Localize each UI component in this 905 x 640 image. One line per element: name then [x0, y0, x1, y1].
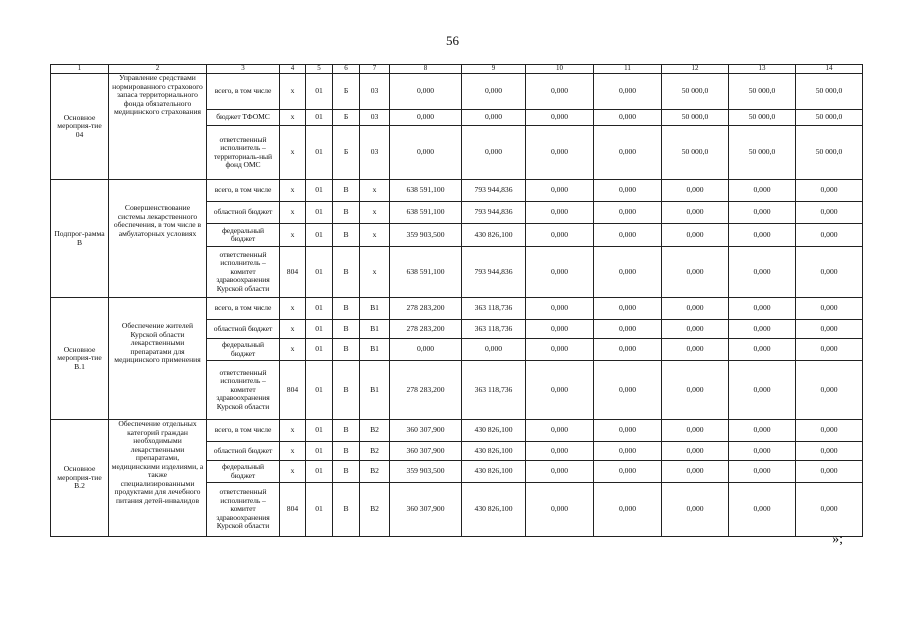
- column-header: 2: [109, 65, 207, 74]
- year-value-cell: 0,000: [390, 339, 462, 361]
- column-header: 12: [662, 65, 729, 74]
- year-value-cell: 638 591,100: [390, 202, 462, 224]
- year-value-cell: 0,000: [526, 461, 594, 483]
- year-value-cell: 0,000: [662, 298, 729, 320]
- year-value-cell: 0,000: [594, 442, 662, 461]
- program-code-cell: 01: [306, 339, 333, 361]
- program-code-cell: 01: [306, 442, 333, 461]
- year-value-cell: 0,000: [796, 247, 863, 298]
- program-name-cell: Обеспечение отдельных категорий граждан необходимыми лекарственными препаратами, медицинскими изделиями, а также специализированными продуктами для лечебного питания детей-инвалидов: [109, 420, 207, 537]
- year-value-cell: 363 118,736: [462, 320, 526, 339]
- year-value-cell: 0,000: [796, 420, 863, 442]
- column-header: 9: [462, 65, 526, 74]
- year-value-cell: 0,000: [462, 74, 526, 110]
- table-row: [51, 420, 863, 442]
- year-value-cell: 0,000: [662, 224, 729, 247]
- year-value-cell: 0,000: [526, 442, 594, 461]
- funding-source-cell: ответственный исполнитель – комитет здравоохранения Курской области: [207, 483, 280, 537]
- year-value-cell: 0,000: [729, 247, 796, 298]
- year-value-cell: 638 591,100: [390, 180, 462, 202]
- year-value-cell: 0,000: [526, 180, 594, 202]
- program-code-cell: 01: [306, 483, 333, 537]
- year-value-cell: 363 118,736: [462, 298, 526, 320]
- year-value-cell: 0,000: [594, 320, 662, 339]
- year-value-cell: 0,000: [796, 483, 863, 537]
- year-value-cell: 0,000: [462, 110, 526, 126]
- year-value-cell: 0,000: [662, 339, 729, 361]
- admin-code-cell: х: [280, 461, 306, 483]
- program-code-cell: 01: [306, 361, 333, 420]
- event-code-cell: х: [360, 202, 390, 224]
- subprogram-code-cell: В: [333, 298, 360, 320]
- year-value-cell: 0,000: [662, 180, 729, 202]
- program-code-cell: 01: [306, 202, 333, 224]
- year-value-cell: 359 903,500: [390, 224, 462, 247]
- program-code-cell: 01: [306, 224, 333, 247]
- year-value-cell: 0,000: [594, 298, 662, 320]
- year-value-cell: 0,000: [729, 461, 796, 483]
- event-code-cell: В1: [360, 320, 390, 339]
- event-code-cell: В2: [360, 461, 390, 483]
- year-value-cell: 430 826,100: [462, 442, 526, 461]
- year-value-cell: 278 283,200: [390, 320, 462, 339]
- year-value-cell: 0,000: [796, 461, 863, 483]
- year-value-cell: 0,000: [594, 202, 662, 224]
- table-body: [51, 74, 863, 537]
- column-header: 5: [306, 65, 333, 74]
- year-value-cell: 50 000,0: [729, 126, 796, 180]
- funding-source-cell: областной бюджет: [207, 320, 280, 339]
- year-value-cell: 50 000,0: [662, 110, 729, 126]
- year-value-cell: 50 000,0: [796, 74, 863, 110]
- year-value-cell: 0,000: [796, 339, 863, 361]
- funding-source-cell: федеральный бюджет: [207, 224, 280, 247]
- year-value-cell: 0,000: [594, 361, 662, 420]
- admin-code-cell: 804: [280, 483, 306, 537]
- year-value-cell: 0,000: [729, 180, 796, 202]
- subprogram-code-cell: Б: [333, 126, 360, 180]
- year-value-cell: 793 944,836: [462, 180, 526, 202]
- year-value-cell: 0,000: [662, 442, 729, 461]
- year-value-cell: 360 307,900: [390, 442, 462, 461]
- program-code-cell: 01: [306, 320, 333, 339]
- admin-code-cell: 804: [280, 361, 306, 420]
- event-code-cell: В2: [360, 420, 390, 442]
- event-code-cell: 03: [360, 110, 390, 126]
- column-header: 1: [51, 65, 109, 74]
- event-code-cell: В1: [360, 298, 390, 320]
- year-value-cell: 0,000: [796, 202, 863, 224]
- year-value-cell: 0,000: [526, 202, 594, 224]
- subprogram-code-cell: В: [333, 420, 360, 442]
- year-value-cell: 0,000: [390, 74, 462, 110]
- year-value-cell: 0,000: [526, 126, 594, 180]
- column-header: 8: [390, 65, 462, 74]
- program-code-cell: 01: [306, 298, 333, 320]
- admin-code-cell: х: [280, 320, 306, 339]
- event-code-cell: х: [360, 224, 390, 247]
- column-header: 7: [360, 65, 390, 74]
- column-header: 13: [729, 65, 796, 74]
- table-row: [51, 298, 863, 320]
- year-value-cell: 430 826,100: [462, 224, 526, 247]
- column-header: 11: [594, 65, 662, 74]
- funding-source-cell: областной бюджет: [207, 442, 280, 461]
- year-value-cell: 0,000: [662, 247, 729, 298]
- year-value-cell: 0,000: [526, 361, 594, 420]
- year-value-cell: 0,000: [662, 420, 729, 442]
- event-code-cell: 03: [360, 126, 390, 180]
- year-value-cell: 0,000: [796, 320, 863, 339]
- program-type-cell: Основное мероприя-тие В.1: [51, 298, 109, 420]
- subprogram-code-cell: В: [333, 224, 360, 247]
- year-value-cell: 0,000: [526, 483, 594, 537]
- funding-source-cell: всего, в том числе: [207, 420, 280, 442]
- year-value-cell: 0,000: [594, 420, 662, 442]
- year-value-cell: 0,000: [526, 224, 594, 247]
- subprogram-code-cell: В: [333, 483, 360, 537]
- year-value-cell: 0,000: [594, 461, 662, 483]
- year-value-cell: 50 000,0: [729, 74, 796, 110]
- year-value-cell: 0,000: [526, 247, 594, 298]
- year-value-cell: 793 944,836: [462, 247, 526, 298]
- admin-code-cell: х: [280, 74, 306, 110]
- program-type-cell: Основное мероприя-тие 04: [51, 74, 109, 180]
- year-value-cell: 0,000: [390, 126, 462, 180]
- program-code-cell: 01: [306, 247, 333, 298]
- subprogram-code-cell: Б: [333, 110, 360, 126]
- funding-source-cell: ответственный исполнитель – территориаль-ный фонд ОМС: [207, 126, 280, 180]
- year-value-cell: 50 000,0: [796, 110, 863, 126]
- year-value-cell: 0,000: [729, 320, 796, 339]
- year-value-cell: 0,000: [594, 483, 662, 537]
- program-code-cell: 01: [306, 420, 333, 442]
- year-value-cell: 430 826,100: [462, 420, 526, 442]
- year-value-cell: 0,000: [462, 339, 526, 361]
- year-value-cell: 0,000: [662, 202, 729, 224]
- admin-code-cell: х: [280, 180, 306, 202]
- admin-code-cell: х: [280, 298, 306, 320]
- year-value-cell: 0,000: [594, 247, 662, 298]
- year-value-cell: 0,000: [796, 361, 863, 420]
- funding-source-cell: всего, в том числе: [207, 74, 280, 110]
- admin-code-cell: х: [280, 110, 306, 126]
- admin-code-cell: х: [280, 202, 306, 224]
- year-value-cell: 0,000: [796, 180, 863, 202]
- subprogram-code-cell: В: [333, 247, 360, 298]
- admin-code-cell: х: [280, 420, 306, 442]
- funding-source-cell: федеральный бюджет: [207, 339, 280, 361]
- column-header: 14: [796, 65, 863, 74]
- year-value-cell: 0,000: [594, 224, 662, 247]
- program-code-cell: 01: [306, 126, 333, 180]
- year-value-cell: 0,000: [729, 224, 796, 247]
- subprogram-code-cell: В: [333, 461, 360, 483]
- column-header: 10: [526, 65, 594, 74]
- subprogram-code-cell: В: [333, 320, 360, 339]
- year-value-cell: 0,000: [594, 180, 662, 202]
- year-value-cell: 638 591,100: [390, 247, 462, 298]
- admin-code-cell: х: [280, 224, 306, 247]
- year-value-cell: 278 283,200: [390, 298, 462, 320]
- event-code-cell: х: [360, 247, 390, 298]
- year-value-cell: 0,000: [526, 110, 594, 126]
- year-value-cell: 0,000: [662, 361, 729, 420]
- year-value-cell: 0,000: [729, 420, 796, 442]
- year-value-cell: 0,000: [526, 74, 594, 110]
- year-value-cell: 0,000: [729, 339, 796, 361]
- year-value-cell: 0,000: [729, 202, 796, 224]
- subprogram-code-cell: Б: [333, 74, 360, 110]
- year-value-cell: 0,000: [526, 339, 594, 361]
- event-code-cell: В2: [360, 483, 390, 537]
- year-value-cell: 363 118,736: [462, 361, 526, 420]
- event-code-cell: х: [360, 180, 390, 202]
- admin-code-cell: х: [280, 126, 306, 180]
- subprogram-code-cell: В: [333, 180, 360, 202]
- column-number-header: [51, 65, 863, 74]
- year-value-cell: 0,000: [462, 126, 526, 180]
- year-value-cell: 50 000,0: [729, 110, 796, 126]
- event-code-cell: В2: [360, 442, 390, 461]
- year-value-cell: 0,000: [594, 339, 662, 361]
- year-value-cell: 0,000: [796, 298, 863, 320]
- year-value-cell: 0,000: [594, 110, 662, 126]
- program-code-cell: 01: [306, 110, 333, 126]
- year-value-cell: 793 944,836: [462, 202, 526, 224]
- program-type-cell: Основное мероприя-тие В.2: [51, 420, 109, 537]
- year-value-cell: 0,000: [594, 74, 662, 110]
- year-value-cell: 0,000: [390, 110, 462, 126]
- year-value-cell: 50 000,0: [796, 126, 863, 180]
- year-value-cell: 0,000: [526, 420, 594, 442]
- event-code-cell: В1: [360, 361, 390, 420]
- year-value-cell: 0,000: [662, 461, 729, 483]
- event-code-cell: 03: [360, 74, 390, 110]
- year-value-cell: 0,000: [729, 442, 796, 461]
- column-header: 4: [280, 65, 306, 74]
- event-code-cell: В1: [360, 339, 390, 361]
- program-code-cell: 01: [306, 74, 333, 110]
- year-value-cell: 359 903,500: [390, 461, 462, 483]
- year-value-cell: 360 307,900: [390, 483, 462, 537]
- funding-source-cell: всего, в том числе: [207, 298, 280, 320]
- admin-code-cell: х: [280, 339, 306, 361]
- year-value-cell: 430 826,100: [462, 461, 526, 483]
- admin-code-cell: х: [280, 442, 306, 461]
- year-value-cell: 0,000: [662, 320, 729, 339]
- year-value-cell: 430 826,100: [462, 483, 526, 537]
- funding-source-cell: федеральный бюджет: [207, 461, 280, 483]
- program-name-cell: Обеспечение жителей Курской области лекарственными препаратами для медицинского применения: [109, 298, 207, 420]
- funding-source-cell: ответственный исполнитель – комитет здравоохранения Курской области: [207, 361, 280, 420]
- subprogram-code-cell: В: [333, 339, 360, 361]
- funding-source-cell: областной бюджет: [207, 202, 280, 224]
- closing-mark: »;: [832, 532, 843, 547]
- year-value-cell: 360 307,900: [390, 420, 462, 442]
- program-name-cell: Совершенствование системы лекарственного обеспечения, в том числе в амбулаторных условиях: [109, 180, 207, 298]
- page-number: 56: [446, 33, 459, 48]
- funding-source-cell: бюджет ТФОМС: [207, 110, 280, 126]
- year-value-cell: 0,000: [796, 442, 863, 461]
- year-value-cell: 0,000: [594, 126, 662, 180]
- year-value-cell: 0,000: [729, 483, 796, 537]
- year-value-cell: 0,000: [662, 483, 729, 537]
- year-value-cell: 50 000,0: [662, 126, 729, 180]
- budget-table: [50, 64, 863, 537]
- year-value-cell: 0,000: [796, 224, 863, 247]
- subprogram-code-cell: В: [333, 361, 360, 420]
- subprogram-code-cell: В: [333, 202, 360, 224]
- program-name-cell: Управление средствами нормированного страхового запаса территориального фонда обязательного медицинского страхования: [109, 74, 207, 180]
- column-header: 6: [333, 65, 360, 74]
- table-row: [51, 180, 863, 202]
- admin-code-cell: 804: [280, 247, 306, 298]
- year-value-cell: 0,000: [526, 320, 594, 339]
- year-value-cell: 50 000,0: [662, 74, 729, 110]
- subprogram-code-cell: В: [333, 442, 360, 461]
- year-value-cell: 0,000: [729, 298, 796, 320]
- program-code-cell: 01: [306, 180, 333, 202]
- program-type-cell: Подпрог-рамма В: [51, 180, 109, 298]
- column-header: 3: [207, 65, 280, 74]
- funding-source-cell: всего, в том числе: [207, 180, 280, 202]
- year-value-cell: 0,000: [729, 361, 796, 420]
- year-value-cell: 0,000: [526, 298, 594, 320]
- program-code-cell: 01: [306, 461, 333, 483]
- table-row: [51, 74, 863, 110]
- year-value-cell: 278 283,200: [390, 361, 462, 420]
- funding-source-cell: ответственный исполнитель – комитет здравоохранения Курской области: [207, 247, 280, 298]
